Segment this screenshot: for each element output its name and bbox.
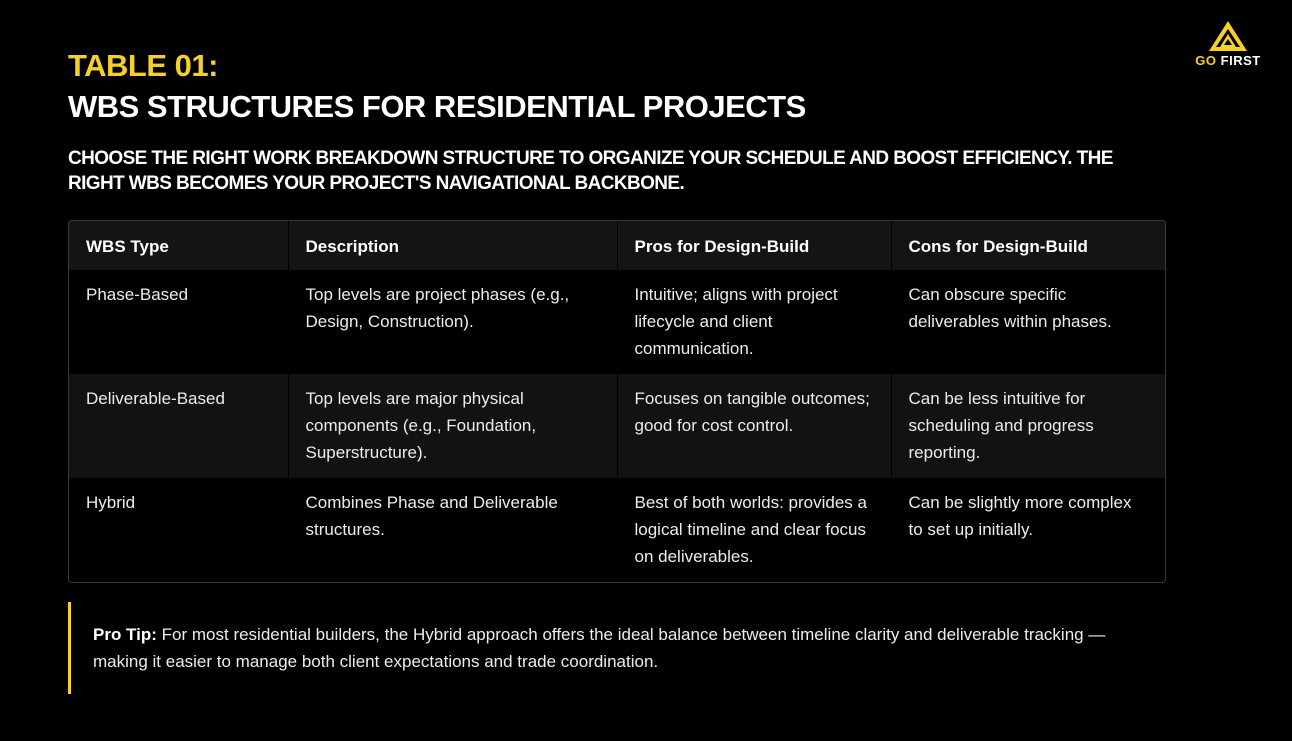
cell-pros: Focuses on tangible outcomes; good for cost control. xyxy=(617,374,891,478)
brand-logo xyxy=(1190,20,1266,68)
cell-cons: Can be less intuitive for scheduling and progress reporting. xyxy=(908,389,1094,462)
pro-tip-callout xyxy=(68,602,1161,694)
pro-tip-label: Pro Tip: xyxy=(93,625,157,644)
page-title: WBS STRUCTURES FOR RESIDENTIAL PROJECTS xyxy=(68,89,806,124)
header-cons: Cons for Design-Build xyxy=(908,236,1088,256)
cell-cons: Can be slightly more complex to set up initially. xyxy=(908,493,1132,539)
header-description: Description xyxy=(288,221,617,270)
pro-tip-text xyxy=(93,621,1153,675)
cell-cons: Can obscure specific deliverables within phases. xyxy=(908,285,1112,331)
pro-tip-body: For most residential builders, the Hybrid approach offers the ideal balance between timeline clarity and deliverable tracking — making it easier to manage both client expectations and trade coordination. xyxy=(93,625,1106,671)
cell-pros: Intuitive; aligns with project lifecycle and client communication. xyxy=(617,270,891,374)
cell-description: Top levels are project phases (e.g., Design, Construction). xyxy=(288,270,617,374)
cell-wbs-type: Deliverable-Based xyxy=(69,374,288,478)
page-subtitle: CHOOSE THE RIGHT WORK BREAKDOWN STRUCTURE TO ORGANIZE YOUR SCHEDULE AND BOOST EFFICIENCY. THE RIGHT WBS BECOMES YOUR PROJECT'S NAVIGATIONAL BACKBONE. xyxy=(68,148,1113,194)
header-wbs-type: WBS Type xyxy=(69,221,288,270)
table-row xyxy=(69,478,1165,582)
cell-description: Combines Phase and Deliverable structures. xyxy=(288,478,617,582)
table-row xyxy=(69,270,1165,374)
table-header-row xyxy=(69,221,1165,270)
cell-wbs-type: Phase-Based xyxy=(69,270,288,374)
logo-text-go: GO xyxy=(1195,53,1217,68)
table-label: TABLE 01: xyxy=(68,48,218,83)
table-row xyxy=(69,374,1165,478)
cell-pros: Best of both worlds: provides a logical timeline and clear focus on deliverables. xyxy=(617,478,891,582)
cell-description: Top levels are major physical components (e.g., Foundation, Superstructure). xyxy=(288,374,617,478)
wbs-table xyxy=(68,220,1166,583)
logo-wordmark xyxy=(1190,53,1266,68)
mountain-triangle-icon xyxy=(1208,20,1248,52)
logo-text-first: FIRST xyxy=(1220,53,1261,68)
cell-wbs-type: Hybrid xyxy=(69,478,288,582)
header-pros: Pros for Design-Build xyxy=(617,221,891,270)
